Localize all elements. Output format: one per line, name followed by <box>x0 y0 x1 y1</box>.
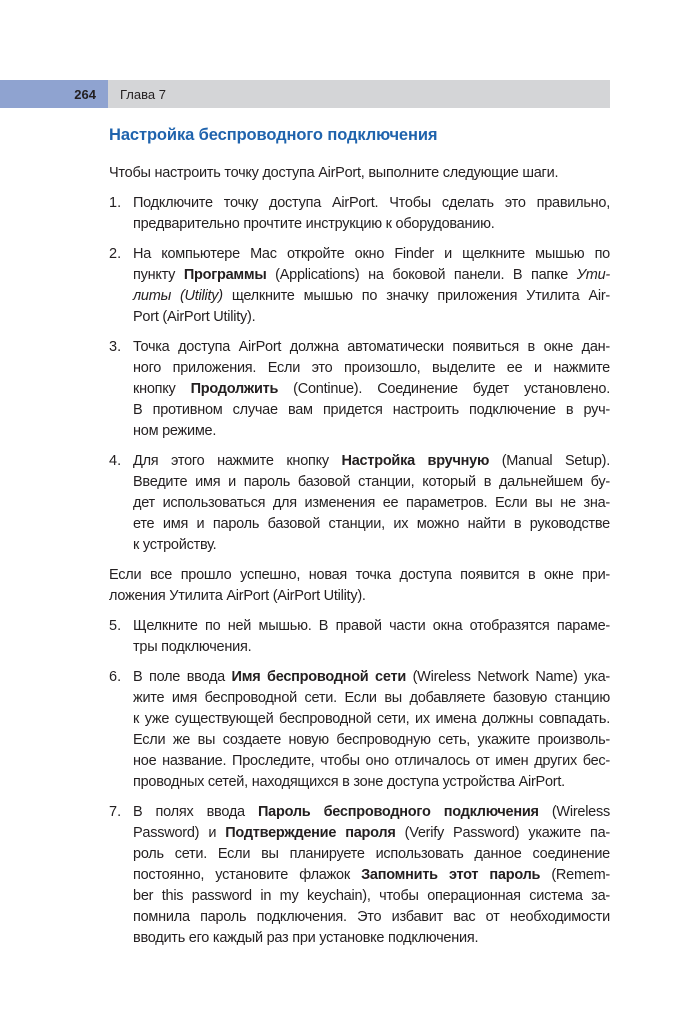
text-line <box>109 586 610 607</box>
text-run: (Manual Setup). <box>489 453 610 469</box>
text-run: Щелкните по ней мышью. В правой части окна отобразятся параме- <box>133 618 610 634</box>
text-run: ber this password in my keychain), чтобы операционная система за- <box>133 888 610 904</box>
page-body <box>109 126 610 958</box>
text-run: пункту <box>133 267 184 283</box>
text-line <box>133 802 610 823</box>
paragraph <box>109 565 610 607</box>
text-line <box>133 772 610 793</box>
list-number: 6. <box>109 669 122 685</box>
text-line <box>133 493 610 514</box>
text-run: (Verify Password) укажите па- <box>395 825 611 841</box>
bold-text: Имя беспроводной сети <box>231 669 407 685</box>
bold-text: Продолжить <box>190 381 279 397</box>
text-line <box>133 472 610 493</box>
list-number: 1. <box>109 195 122 211</box>
text-run: В противном случае вам придется настроить подключение в руч- <box>133 402 610 418</box>
text-run: Password) и <box>133 825 226 841</box>
paragraph <box>109 163 610 184</box>
text-run: роль сети. Если вы планируете использовать данное соединение <box>133 846 610 862</box>
text-line <box>133 688 610 709</box>
bold-text: Настройка вручную <box>341 453 490 469</box>
bold-text: Подтверждение пароля <box>225 825 396 841</box>
text-line <box>133 616 610 637</box>
text-run: постоянно, установите флажок <box>133 867 362 883</box>
italic-text: литы (Utility) <box>133 288 223 304</box>
text-run: кнопку <box>133 381 191 397</box>
list-item <box>109 667 610 793</box>
text-line <box>133 928 610 949</box>
text-run: ложения Утилита AirPort (AirPort Utility). <box>109 588 366 604</box>
italic-text: Ути- <box>576 267 610 283</box>
text-run: Точка доступа AirPort должна автоматически появиться в окне дан- <box>133 339 610 355</box>
text-line <box>133 421 610 442</box>
text-line <box>133 514 610 535</box>
text-run: дет использоваться для изменения ее параметров. Если вы не зна- <box>133 495 610 511</box>
text-run: В полях ввода <box>133 804 258 820</box>
text-run: В поле ввода <box>133 669 232 685</box>
text-line <box>133 358 610 379</box>
running-header <box>0 80 610 108</box>
bold-text: Программы <box>183 267 267 283</box>
text-line <box>133 709 610 730</box>
text-line <box>133 193 610 214</box>
text-run: ете имя и пароль базовой станции, их можно найти в руководстве <box>133 516 610 532</box>
text-run: Если все прошло успешно, новая точка доступа появится в окне при- <box>109 567 610 583</box>
text-line <box>133 637 610 658</box>
text-line <box>133 535 610 556</box>
text-line <box>133 823 610 844</box>
page-number: 264 <box>74 87 96 102</box>
text-run: (Wireless <box>538 804 610 820</box>
text-line <box>133 667 610 688</box>
list-number: 2. <box>109 246 122 262</box>
list-number: 5. <box>109 618 122 634</box>
text-run: щелкните мышью по значку приложения Утилита Air- <box>222 288 610 304</box>
text-run: (Continue). Соединение будет установлено. <box>278 381 610 397</box>
text-line <box>133 730 610 751</box>
text-run: Подключите точку доступа AirPort. Чтобы сделать это правильно, <box>133 195 610 211</box>
bold-text: Пароль беспроводного подключения <box>257 804 539 820</box>
text-line <box>109 163 610 184</box>
text-run: вводить его каждый раз при установке подключения. <box>133 930 479 946</box>
paragraphs <box>109 163 610 949</box>
text-line <box>133 265 610 286</box>
list-item <box>109 451 610 556</box>
text-run: Введите имя и пароль базовой станции, который в дальнейшем бу- <box>133 474 610 490</box>
list-number: 4. <box>109 453 122 469</box>
list-number: 7. <box>109 804 122 820</box>
text-line <box>133 907 610 928</box>
text-line <box>133 307 610 328</box>
text-line <box>133 865 610 886</box>
text-run: (Remem- <box>540 867 611 883</box>
text-line <box>133 451 610 472</box>
text-run: Port (AirPort Utility). <box>133 309 256 325</box>
text-run: ное название. Проследите, чтобы оно отличалось от имен других бес- <box>133 753 610 769</box>
text-run: На компьютере Mac откройте окно Finder и щелкните мышью по <box>133 246 610 262</box>
text-run: ном режиме. <box>133 423 217 439</box>
text-line <box>133 844 610 865</box>
text-line <box>133 886 610 907</box>
text-run: к устройству. <box>133 537 217 553</box>
list-item <box>109 193 610 235</box>
text-run: к уже существующей беспроводной сети, их имена должны совпадать. <box>133 711 610 727</box>
text-run: (Applications) на боковой панели. В папке <box>266 267 577 283</box>
text-line <box>109 565 610 586</box>
text-run: Если же вы создаете новую беспроводную сеть, укажите произволь- <box>133 732 610 748</box>
list-item <box>109 802 610 949</box>
text-line <box>133 286 610 307</box>
text-line <box>133 400 610 421</box>
text-line <box>133 244 610 265</box>
list-item <box>109 337 610 442</box>
bold-text: Запомнить этот пароль <box>361 867 541 883</box>
text-run: предварительно прочтите инструкцию к оборудованию. <box>133 216 495 232</box>
page-number-tab <box>0 80 108 108</box>
list-item <box>109 244 610 328</box>
text-run: жите имя беспроводной сети. Если вы добавляете базовую станцию <box>133 690 610 706</box>
text-line <box>133 751 610 772</box>
text-run: ного приложения. Если это произошло, выделите ее и нажмите <box>133 360 610 376</box>
list-item <box>109 616 610 658</box>
chapter-title: Глава 7 <box>120 87 166 102</box>
text-run: проводных сетей, находящихся в зоне доступа устройства AirPort. <box>133 774 565 790</box>
text-run: Чтобы настроить точку доступа AirPort, выполните следующие шаги. <box>109 165 559 181</box>
list-number: 3. <box>109 339 122 355</box>
section-heading: Настройка беспроводного подключения <box>109 126 438 144</box>
text-run: тры подключения. <box>133 639 252 655</box>
text-line <box>133 337 610 358</box>
text-line <box>133 214 610 235</box>
text-run: (Wireless Network Name) ука- <box>406 669 610 685</box>
text-run: Для этого нажмите кнопку <box>133 453 342 469</box>
text-run: помнила пароль подключения. Это избавит вас от необходимости <box>133 909 610 925</box>
text-line <box>133 379 610 400</box>
